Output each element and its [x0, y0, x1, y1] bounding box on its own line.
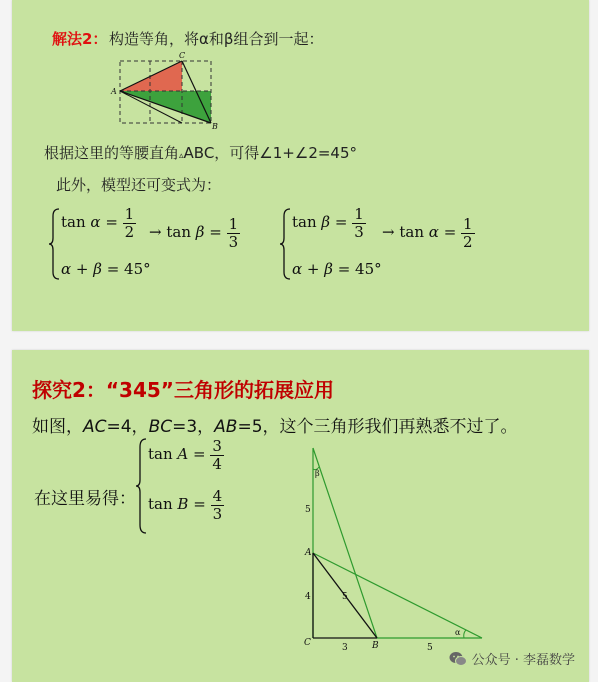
length-top-label: 5: [305, 505, 311, 515]
system2-row1: tan β = $\frac{1}{3}$: [292, 205, 364, 241]
intro-sentence: 如图，AC=4，BC=3，AB=5，这个三角形我们再熟悉不过了。: [32, 417, 518, 437]
vertex-c-label: C: [179, 51, 186, 60]
triangle-figure: [302, 445, 502, 655]
equation-system-2: [279, 206, 499, 282]
left-brace: [135, 438, 147, 534]
point-a-label: A: [305, 548, 312, 558]
tan-equations: [135, 438, 245, 538]
alpha-label: α: [455, 628, 461, 637]
left-brace: [48, 208, 60, 280]
easy-label: 在这里易得：: [34, 489, 136, 509]
method-card: [12, 0, 589, 331]
length-ab-label: 5: [342, 592, 348, 602]
construction-figure: [107, 50, 227, 130]
vertex-a-label: A: [111, 87, 117, 96]
statement-rest: ABC，可得∠1+∠2=45°: [183, 144, 358, 162]
section-heading: 探究2：“345”三角形的拓展应用: [32, 378, 334, 402]
tan-b-equation: tan B = $\frac{4}{3}$: [148, 487, 223, 523]
statement-text: 根据这里的等腰直角: [44, 144, 180, 162]
variant-intro: 此外，模型还可变式为：: [56, 176, 222, 194]
system2-row2: α + β = 45°: [292, 260, 382, 278]
system2-result: → tan α = $\frac{1}{2}$: [382, 215, 473, 251]
length-cb-label: 3: [342, 643, 348, 653]
watermark-text: 公众号 · 李磊数学: [471, 653, 575, 668]
wechat-icon: [449, 651, 467, 667]
system1-row1: tan α = $\frac{1}{2}$: [61, 205, 135, 241]
watermark: [449, 649, 575, 668]
method-description: 构造等角，将α和β组合到一起：: [109, 30, 324, 48]
tan-a-equation: tan A = $\frac{3}{4}$: [148, 437, 222, 473]
beta-label: β: [315, 469, 320, 478]
length-ac-label: 4: [305, 592, 311, 602]
vertex-b-label: B: [212, 122, 218, 130]
method-title: 解法2：: [52, 30, 108, 48]
left-brace: [279, 208, 291, 280]
length-right-label: 5: [427, 643, 433, 653]
point-b-label: B: [372, 641, 379, 651]
explore-card: [12, 350, 589, 682]
isosceles-statement: [44, 142, 357, 163]
system1-row2: α + β = 45°: [61, 260, 151, 278]
system1-result: → tan β = $\frac{1}{3}$: [149, 215, 239, 251]
point-c-label: C: [304, 638, 311, 648]
equation-system-1: [48, 206, 248, 282]
triangle-symbol: ▵: [179, 151, 184, 161]
